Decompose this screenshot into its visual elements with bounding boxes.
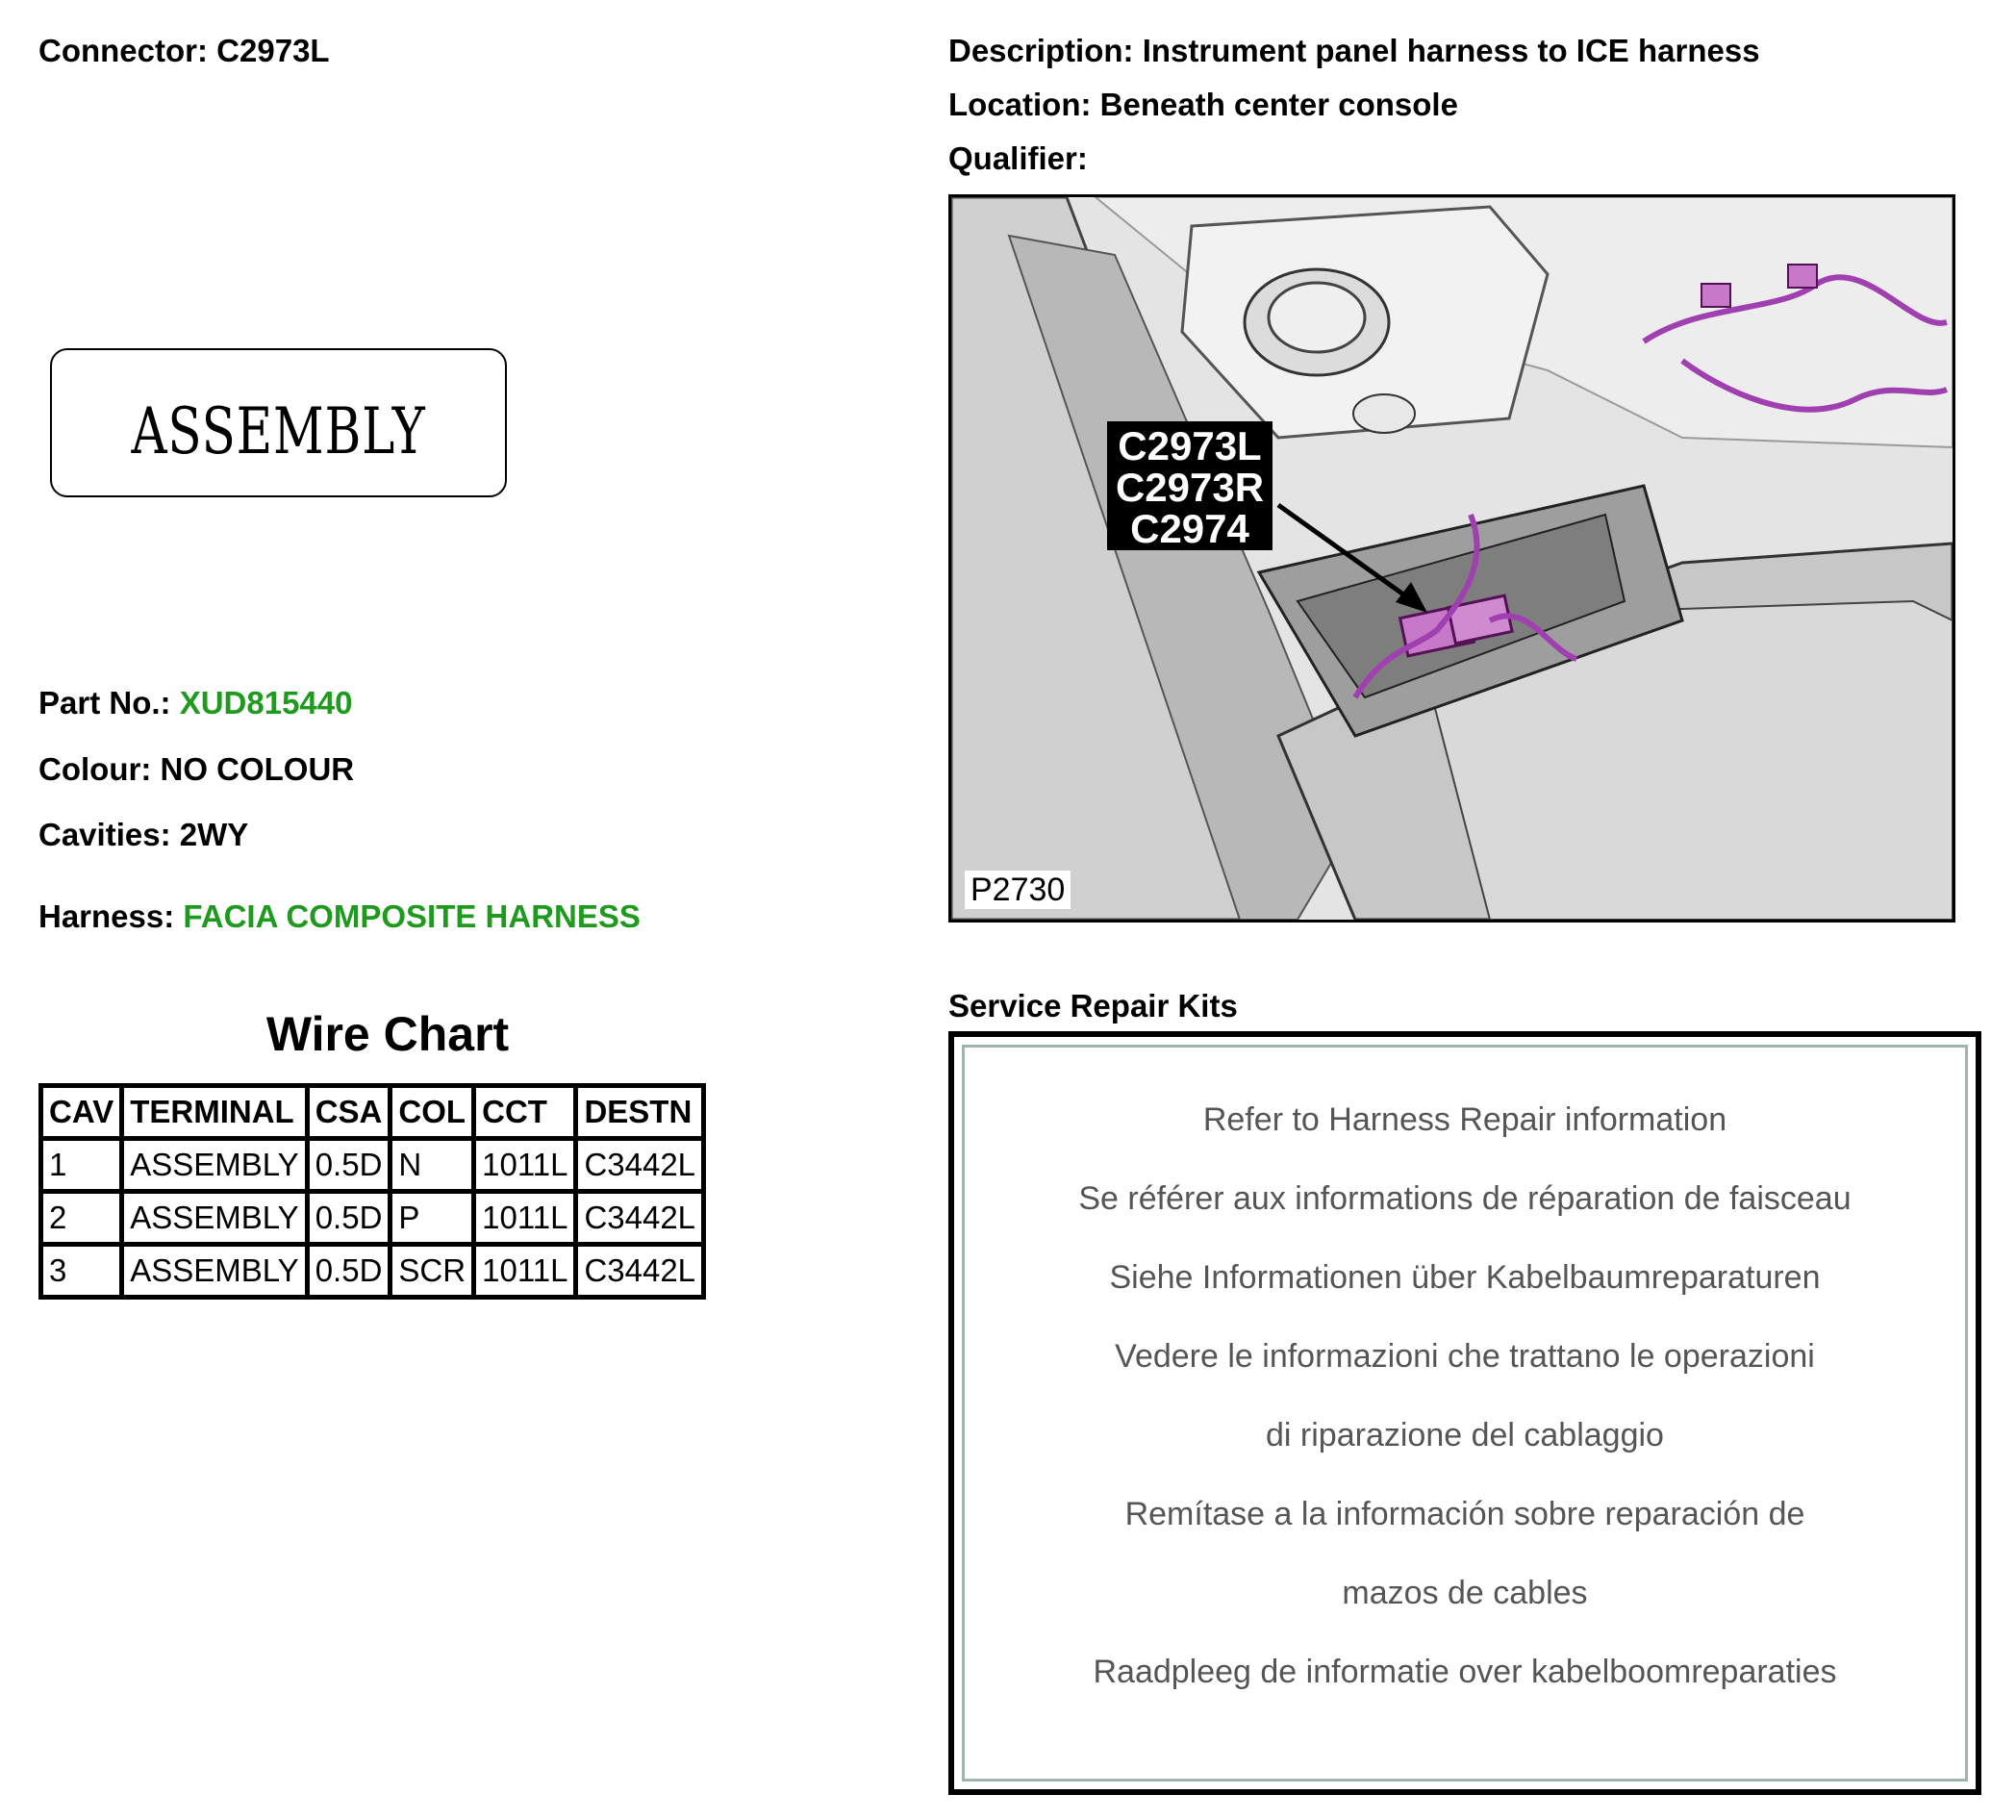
harness-field <box>38 898 641 935</box>
colour-field <box>38 751 354 788</box>
header-cav: CAV <box>43 1088 119 1136</box>
header-terminal: TERMINAL <box>124 1088 304 1136</box>
cavities-value: 2WY <box>179 817 249 852</box>
cell-col: N <box>392 1141 471 1189</box>
service-repair-kits-panel <box>962 1045 1968 1782</box>
kit-line: Siehe Informationen über Kabelbaumreparaturen <box>1109 1259 1821 1296</box>
cell-terminal: ASSEMBLY <box>124 1194 304 1242</box>
part-no-field <box>38 685 352 721</box>
cell-terminal: ASSEMBLY <box>124 1247 304 1295</box>
kit-line: Vedere le informazioni che trattano le operazioni <box>1115 1338 1815 1375</box>
description-value: Instrument panel harness to ICE harness <box>1142 33 1760 68</box>
table-row <box>43 1247 701 1295</box>
table-row <box>43 1141 701 1189</box>
cell-cav: 3 <box>43 1247 119 1295</box>
cell-terminal: ASSEMBLY <box>124 1141 304 1189</box>
location-label: Location: <box>948 87 1092 122</box>
kit-line: Remítase a la información sobre reparación de <box>1124 1496 1805 1532</box>
cell-csa: 0.5D <box>310 1141 389 1189</box>
cell-csa: 0.5D <box>310 1194 389 1242</box>
qualifier-label: Qualifier: <box>948 140 1088 176</box>
service-repair-kits-box <box>948 1031 1981 1795</box>
header-cct: CCT <box>476 1088 573 1136</box>
header-col: COL <box>392 1088 471 1136</box>
assembly-text: ASSEMBLY <box>131 394 426 468</box>
cell-cav: 2 <box>43 1194 119 1242</box>
callout-line: C2973L <box>1118 423 1262 468</box>
part-no-link[interactable]: XUD815440 <box>179 685 353 720</box>
service-repair-kits-title: Service Repair Kits <box>948 988 1238 1024</box>
cell-col: SCR <box>392 1247 471 1295</box>
cell-destn: C3442L <box>578 1247 701 1295</box>
header-csa: CSA <box>310 1088 389 1136</box>
description-field <box>948 33 1760 69</box>
cavities-field <box>38 817 248 853</box>
kit-line: Se référer aux informations de réparation de faisceau <box>1078 1180 1852 1217</box>
colour-label: Colour: <box>38 751 152 787</box>
kit-line: Refer to Harness Repair information <box>1202 1101 1727 1138</box>
cell-cav: 1 <box>43 1141 119 1189</box>
table-row <box>43 1194 701 1242</box>
connector-label: Connector: <box>38 33 208 68</box>
location-value: Beneath center console <box>1099 87 1458 122</box>
connector-face-view <box>50 348 507 497</box>
cavities-label: Cavities: <box>38 817 171 852</box>
harness-label: Harness: <box>38 898 175 934</box>
cell-cct: 1011L <box>476 1194 573 1242</box>
description-label: Description: <box>948 33 1134 68</box>
cell-destn: C3442L <box>578 1141 701 1189</box>
cell-cct: 1011L <box>476 1247 573 1295</box>
cell-csa: 0.5D <box>310 1247 389 1295</box>
location-field <box>948 87 1458 123</box>
photo-code: P2730 <box>965 871 1071 909</box>
callout-line: C2973R <box>1115 465 1265 510</box>
cell-destn: C3442L <box>578 1194 701 1242</box>
connector-field <box>38 33 330 69</box>
cell-cct: 1011L <box>476 1141 573 1189</box>
colour-value: NO COLOUR <box>160 751 355 787</box>
kit-line: di riparazione del cablaggio <box>1266 1417 1664 1453</box>
kit-line: mazos de cables <box>1342 1575 1588 1611</box>
kit-line: Raadpleeg de informatie over kabelboomreparaties <box>1093 1654 1837 1690</box>
wire-chart-header-row <box>43 1088 701 1136</box>
qualifier-field <box>948 140 1088 177</box>
header-destn: DESTN <box>578 1088 701 1136</box>
location-photo <box>948 194 1955 923</box>
harness-link[interactable]: FACIA COMPOSITE HARNESS <box>183 898 641 934</box>
console-illustration <box>951 197 1953 920</box>
cell-col: P <box>392 1194 471 1242</box>
wire-chart-title: Wire Chart <box>265 1007 510 1061</box>
connector-callout <box>1107 421 1273 550</box>
part-no-label: Part No.: <box>38 685 171 720</box>
callout-line: C2974 <box>1130 506 1249 551</box>
wire-chart-table <box>38 1083 706 1300</box>
connector-value: C2973L <box>216 33 330 68</box>
